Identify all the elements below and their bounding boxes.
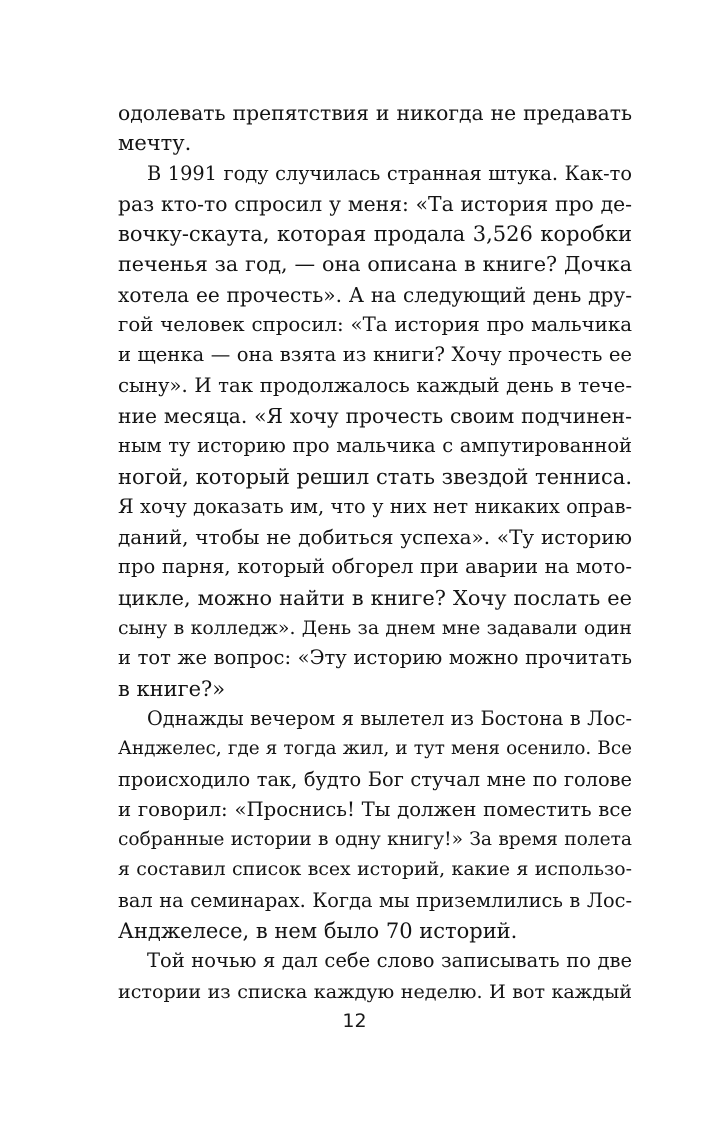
text-line: сыну». И так продолжалось каждый день в тече- <box>118 373 632 397</box>
text-line: печенья за год, — она описана в книге? Дочка <box>118 252 632 277</box>
text-line: Той ночью я дал себе слово записывать по две <box>147 949 632 973</box>
text-line: и щенка — она взята из книги? Хочу прочесть ее <box>118 343 632 367</box>
text-line: даний, чтобы не добиться успеха». «Ту историю <box>118 525 632 550</box>
paragraph <box>118 98 632 159</box>
page-number: 12 <box>342 1010 367 1032</box>
text-line: ние месяца. «Я хочу прочесть своим подчинен- <box>118 403 632 428</box>
text-line: я составил список всех историй, какие я использо- <box>118 859 632 881</box>
paragraph <box>118 946 632 1007</box>
text-line: происходило так, будто Бог стучал мне по голове <box>118 767 632 791</box>
text-line: цикле, можно найти в книге? Хочу послать ее <box>118 585 632 610</box>
text-line: Я хочу доказать им, что у них нет никаких оправ- <box>118 494 632 518</box>
text-line: истории из списка каждую неделю. И вот каждый <box>118 979 632 1003</box>
paragraph <box>118 704 632 946</box>
text-line: вал на семинарах. Когда мы приземлились в Лос- <box>118 888 632 912</box>
text-line: собранные истории в одну книгу!» За время полета <box>118 829 632 851</box>
body-text <box>118 98 632 1007</box>
text-line: Анджелесе, в нем было 70 историй. <box>118 919 518 944</box>
text-line: одолевать препятствия и никогда не предавать <box>118 101 632 125</box>
text-line: В 1991 году случилась странная штука. Как-то <box>147 161 632 185</box>
text-line: гой человек спросил: «Та история про мальчика <box>118 313 632 337</box>
text-line: раз кто-то спросил у меня: «Та история про де- <box>118 191 632 216</box>
text-line: и говорил: «Проснись! Ты должен поместить все <box>118 797 632 821</box>
text-line: Однажды вечером я вылетел из Бостона в Лос- <box>147 706 632 730</box>
text-line: ногой, который решил стать звездой тенниса. <box>118 464 632 489</box>
text-line: и тот же вопрос: «Эту историю можно прочитать <box>118 646 632 670</box>
text-line: вочку-скаута, которая продала 3,526 коробки <box>118 222 632 247</box>
text-line: мечту. <box>118 131 192 156</box>
text-line: ным ту историю про мальчика с ампутированной <box>118 434 632 458</box>
paragraph <box>118 159 632 704</box>
text-line: хотела ее прочесть». А на следующий день дру- <box>118 282 632 307</box>
text-line: сыну в колледж». День за днем мне задавали один <box>118 617 632 640</box>
text-line: про парня, который обгорел при аварии на мото- <box>118 555 632 579</box>
text-line: в книге?» <box>118 676 226 701</box>
text-line: Анджелес, где я тогда жил, и тут меня осенило. Все <box>118 738 632 760</box>
